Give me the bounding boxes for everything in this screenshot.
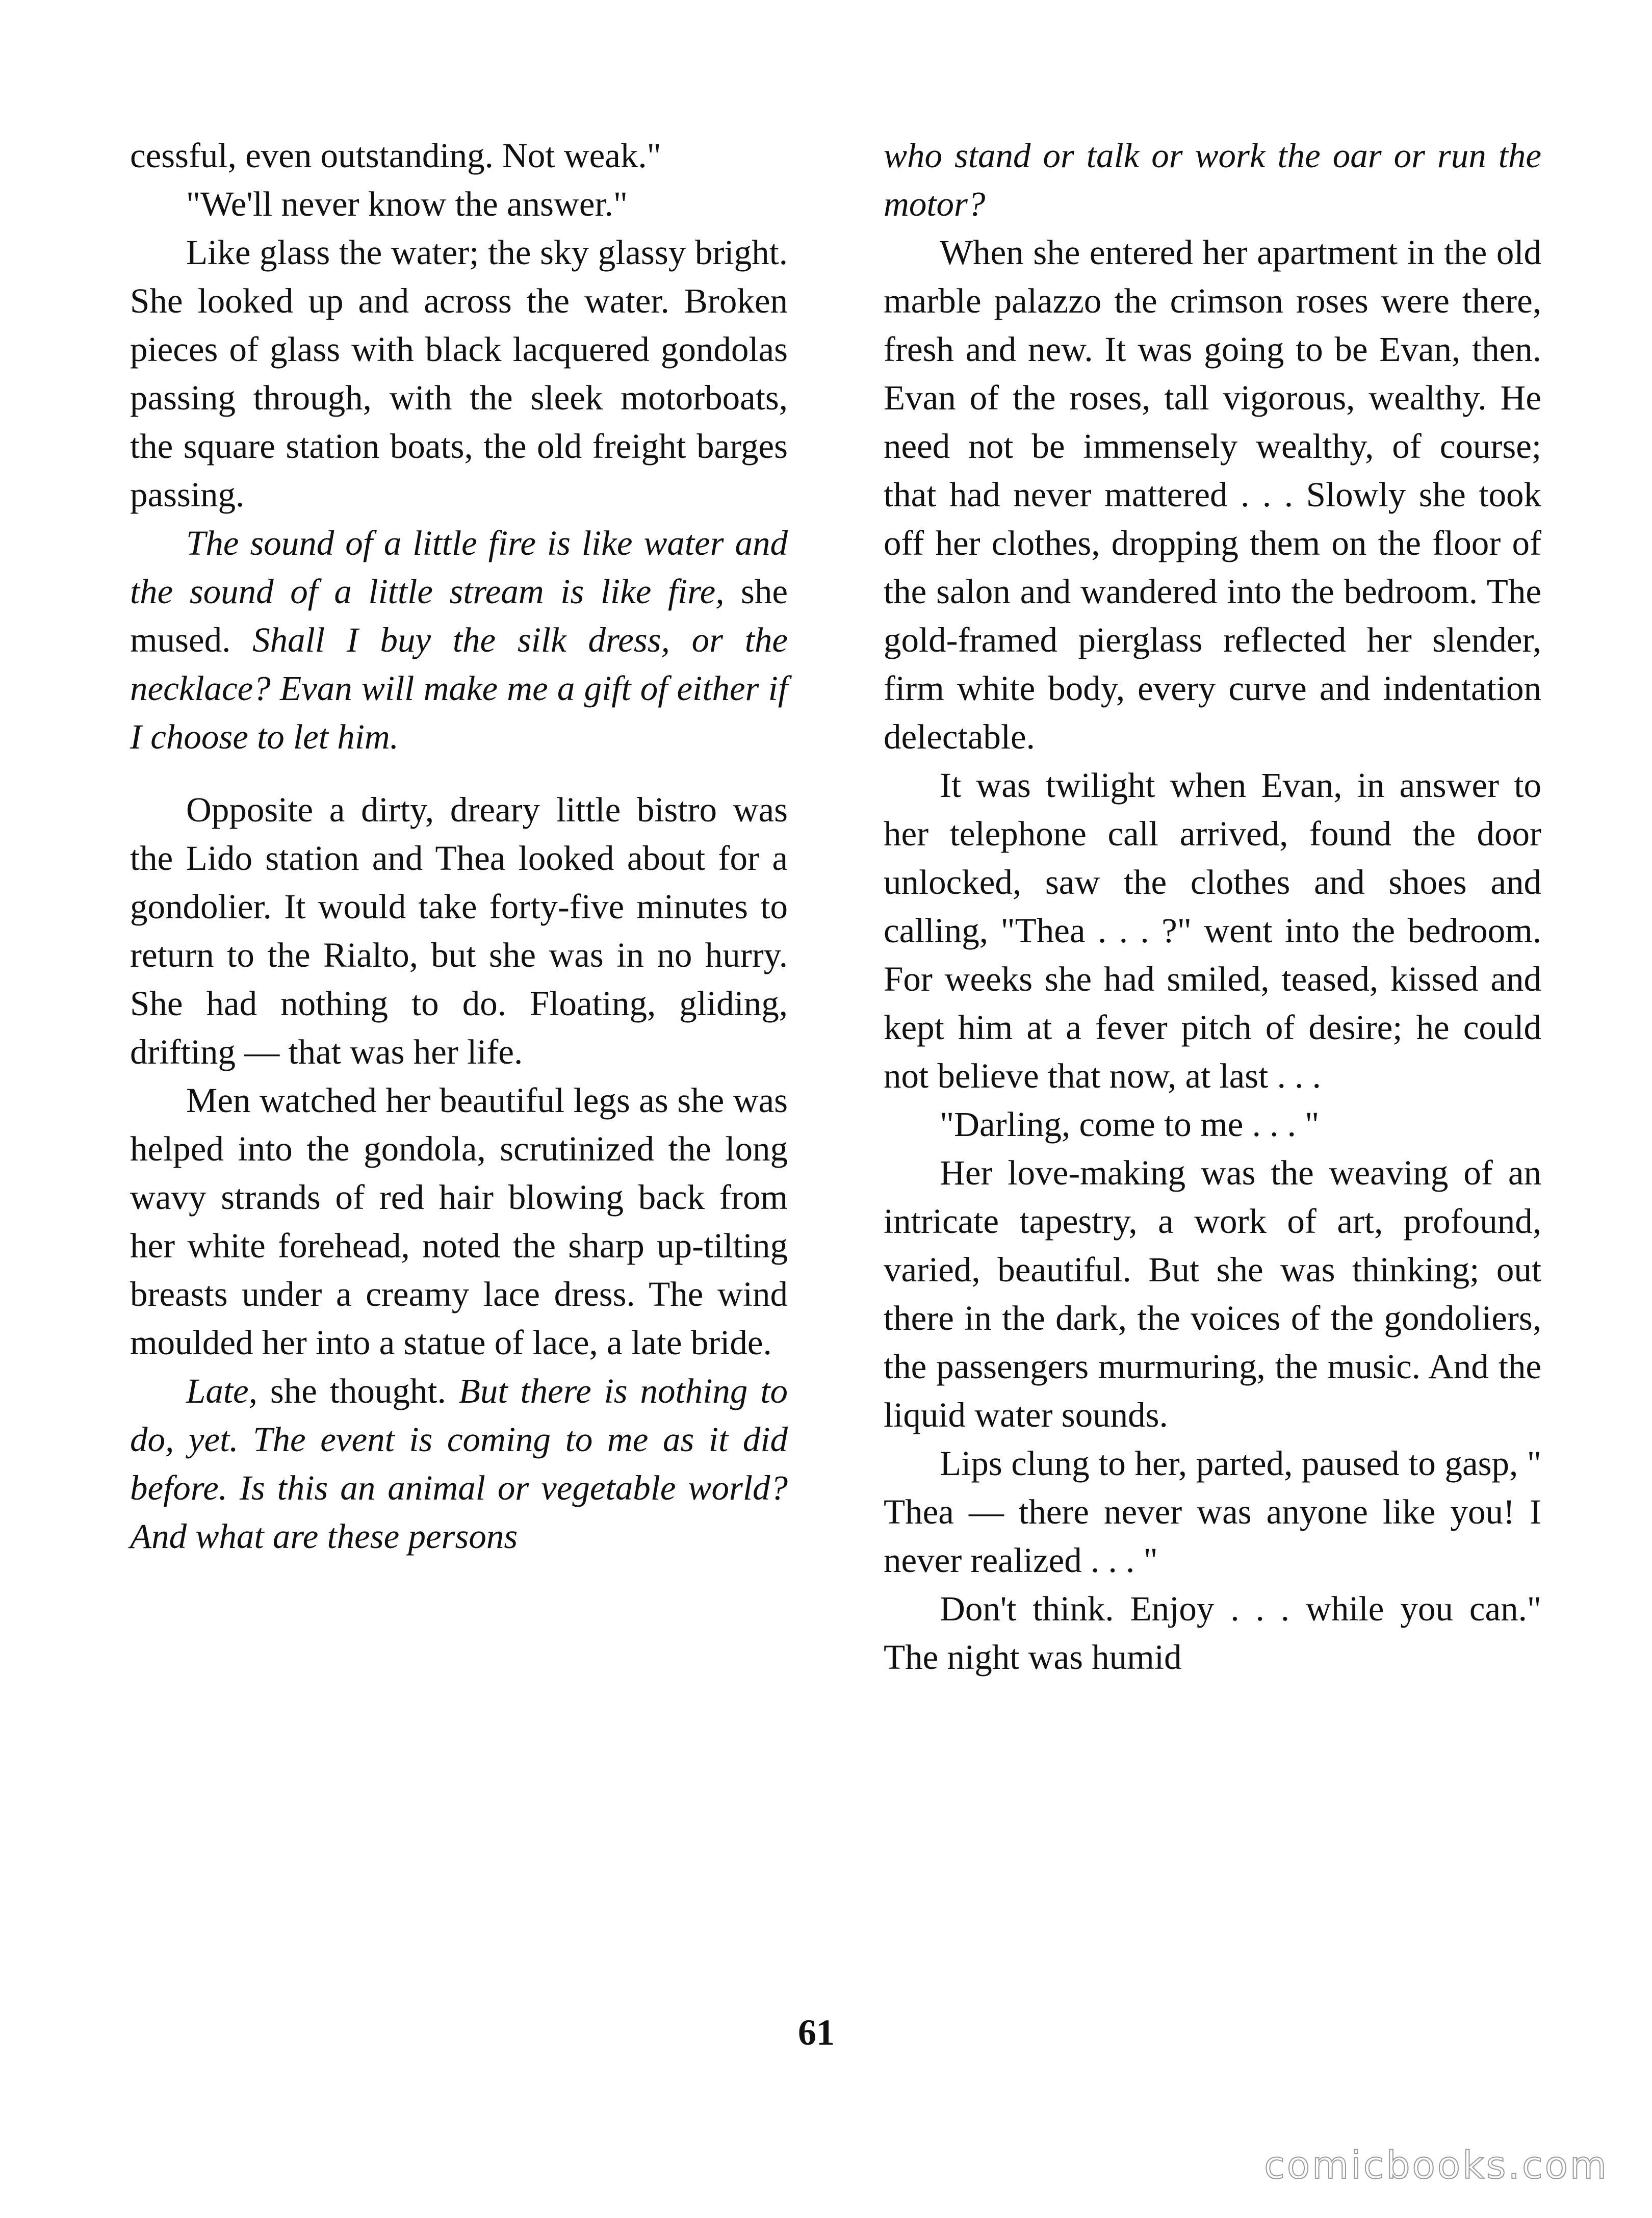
italic-text: But there is nothing to do, yet. The event is coming to me as it did before. Is this an animal or vegetable world? And what are these persons [130,1372,788,1556]
paragraph: Lips clung to her, parted, paused to gasp, " Thea — there never was anyone like you! I never realized . . . " [884,1444,1541,1580]
right-text-column [884,132,1541,1682]
paragraph: Men watched her beautiful legs as she was helped into the gondola, scrutinized the long wavy strands of red hair blowing back from her white forehead, noted the sharp up-tilting breasts under a creamy lace dress. The wind moulded her into a statue of lace, a late bride. [130,1081,788,1362]
paragraph: Opposite a dirty, dreary little bistro was the Lido station and Thea looked about for a gondolier. It would take forty-five minutes to return to the Rialto, but she was in no hurry. She had nothing to do. Floating, gliding, drifting — that was her life. [130,790,788,1071]
paragraph: "Darling, come to me . . . " [940,1105,1320,1144]
text: she thought. [257,1372,459,1410]
paragraph: Like glass the water; the sky glassy bright. She looked up and across the water. Broken pieces of glass with black lacquered gondolas passing through, with the sleek motorboats, the square station boats, the old freight barges passing. [130,233,788,514]
italic-text: Shall I buy the silk dress, or the necklace? Evan will make me a gift of either if I choose to let him. [130,621,788,756]
paragraph [130,519,788,761]
paragraph: When she entered her apartment in the old marble palazzo the crimson roses were there, fresh and new. It was going to be Evan, then. Evan of the roses, tall vigorous, wealthy. He need not be immensely wealthy, of course; that had never mattered . . . Slowly she took off her clothes, dropping them on the floor of the salon and wandered into the bedroom. The gold-framed pierglass reflected her slender, firm white body, every curve and indentation delectable. [884,233,1541,756]
paragraph: "We'll never know the answer." [186,185,628,223]
text: she mused. [130,572,788,659]
italic-text: Late, [186,1372,257,1410]
paragraph: cessful, even outstanding. Not weak." [130,136,661,175]
page-number: 61 [798,2012,835,2053]
paragraph: It was twilight when Evan, in answer to her telephone call arrived, found the door unlocked, saw the clothes and shoes and calling, "Thea . . . ?" went into the bedroom. For weeks she had smiled, teased, kissed and kept him at a fever pitch of desire; he could not believe that now, at last . . . [884,766,1541,1095]
paragraph: who stand or talk or work the oar or run the motor? [884,136,1541,223]
paragraph: Don't think. Enjoy . . . while you can." The night was humid [884,1589,1541,1677]
left-text-column [130,132,788,1561]
watermark-logo: comicbooks.com [1264,2144,1609,2187]
italic-text: The sound of a little fire is like water and the sound of a little stream is like fire, [130,524,788,611]
paragraph: Her love-making was the weaving of an intricate tapestry, a work of art, profound, varied, beautiful. But she was thinking; out there in the dark, the voices of the gondoliers, the passengers murmuring, the music. And the liquid water sounds. [884,1153,1541,1434]
paragraph [130,1367,788,1561]
